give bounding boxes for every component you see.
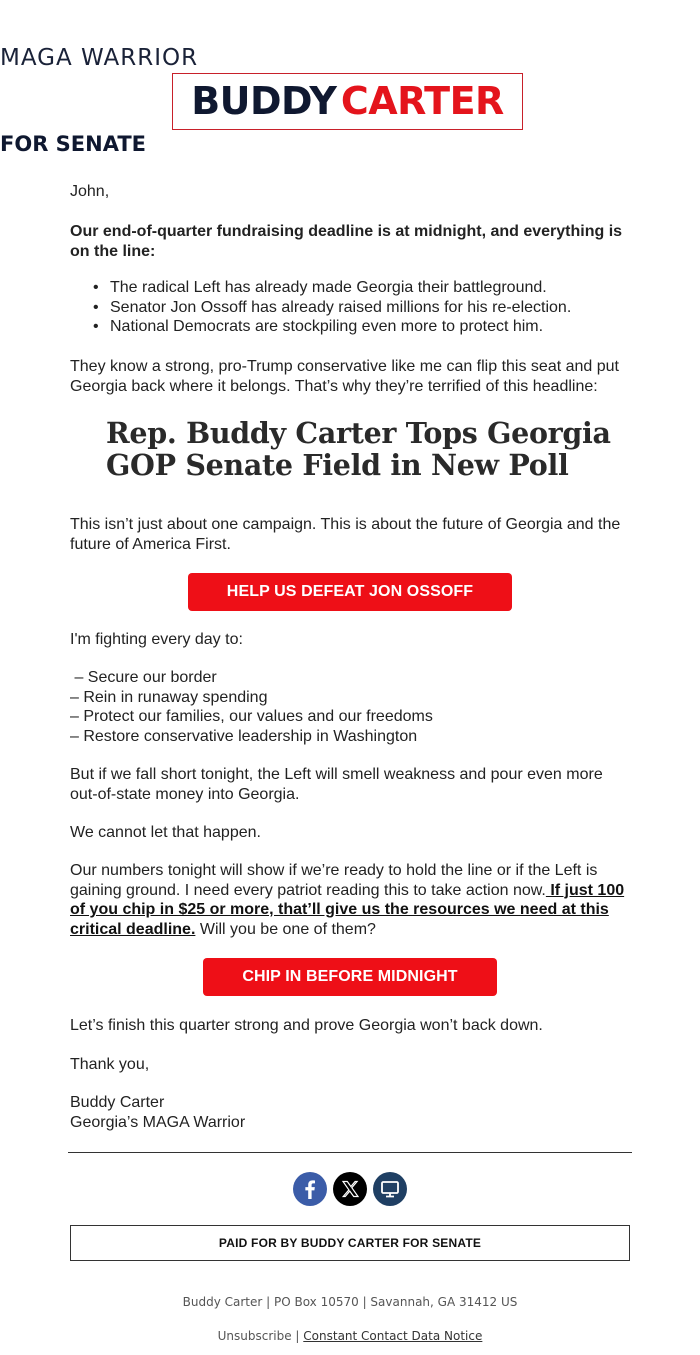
list-item: • National Democrats are stockpiling even more to protect him. xyxy=(110,317,630,337)
sign-off-thanks: Thank you, xyxy=(70,1056,150,1073)
signature xyxy=(70,1093,630,1132)
data-notice-link[interactable]: Constant Contact Data Notice xyxy=(303,1329,483,1343)
footer-separator: | xyxy=(291,1329,304,1343)
paragraph-fall-short: But if we fall short tonight, the Left will smell weakness and pour even more out-of-state money into Georgia. xyxy=(70,766,603,803)
headline-line: Rep. Buddy Carter Tops Georgia xyxy=(106,416,611,450)
greeting: John, xyxy=(70,183,110,200)
news-headline-image xyxy=(106,417,626,481)
unsubscribe-link[interactable]: Unsubscribe xyxy=(217,1329,292,1343)
logo-subtitle: FOR SENATE xyxy=(0,132,147,156)
logo-name-box xyxy=(172,73,523,130)
donate-inline-link[interactable]: If just 100 of you chip in $25 or more, that’ll give us the resources we need at this critical deadline. xyxy=(70,881,625,938)
logo-first-name: BUDDY xyxy=(191,79,337,123)
footer-links xyxy=(0,1329,700,1343)
defeat-ossoff-button[interactable]: HELP US DEFEAT JON OSSOFF xyxy=(188,573,512,611)
chip-in-button[interactable]: CHIP IN BEFORE MIDNIGHT xyxy=(203,958,497,996)
numbers-end-text: Will you be one of them? xyxy=(195,920,376,938)
list-item: – Secure our border xyxy=(70,669,217,686)
numbers-text: Our numbers tonight will show if we’re ready to hold the line or if the Left is gaining ground. I need every patriot reading this to take action now. xyxy=(70,862,598,899)
paragraph-numbers xyxy=(70,861,630,939)
list-item: • Senator Jon Ossoff has already raised millions for his re-election. xyxy=(110,298,630,318)
headline-line: GOP Senate Field in New Poll xyxy=(106,448,569,482)
x-icon[interactable] xyxy=(333,1172,367,1206)
list-item: – Restore conservative leadership in Washington xyxy=(70,727,418,745)
intro-bold: Our end-of-quarter fundraising deadline is at midnight, and everything is on the line: xyxy=(70,223,623,260)
list-item: – Rein in runaway spending xyxy=(70,688,268,706)
fighting-intro: I'm fighting every day to: xyxy=(70,631,243,648)
fighting-list xyxy=(70,668,630,746)
footer-divider xyxy=(68,1152,632,1153)
paragraph-finish: Let’s finish this quarter strong and prove Georgia won’t back down. xyxy=(70,1017,543,1034)
website-icon[interactable] xyxy=(373,1172,407,1206)
paid-for-disclaimer: PAID FOR BY BUDDY CARTER FOR SENATE xyxy=(70,1225,630,1261)
paragraph-know: They know a strong, pro-Trump conservative like me can flip this seat and put Georgia back where it belongs. That’s why they’re terrified of this headline: xyxy=(70,358,619,395)
list-item: • The radical Left has already made Georgia their battleground. xyxy=(110,278,630,298)
list-item: – Protect our families, our values and our freedoms xyxy=(70,708,433,725)
paragraph-cannot: We cannot let that happen. xyxy=(70,824,261,841)
facebook-icon[interactable] xyxy=(293,1172,327,1206)
signature-name: Buddy Carter xyxy=(70,1094,165,1111)
logo-last-name: CARTER xyxy=(340,79,504,123)
logo-tagline: MAGA WARRIOR xyxy=(0,45,199,71)
paragraph-campaign: This isn’t just about one campaign. This is about the future of Georgia and the future of America First. xyxy=(70,516,621,553)
bullet-list xyxy=(110,278,630,337)
signature-title: Georgia’s MAGA Warrior xyxy=(70,1113,246,1131)
footer-address: Buddy Carter | PO Box 10570 | Savannah, GA 31412 US xyxy=(182,1295,518,1309)
